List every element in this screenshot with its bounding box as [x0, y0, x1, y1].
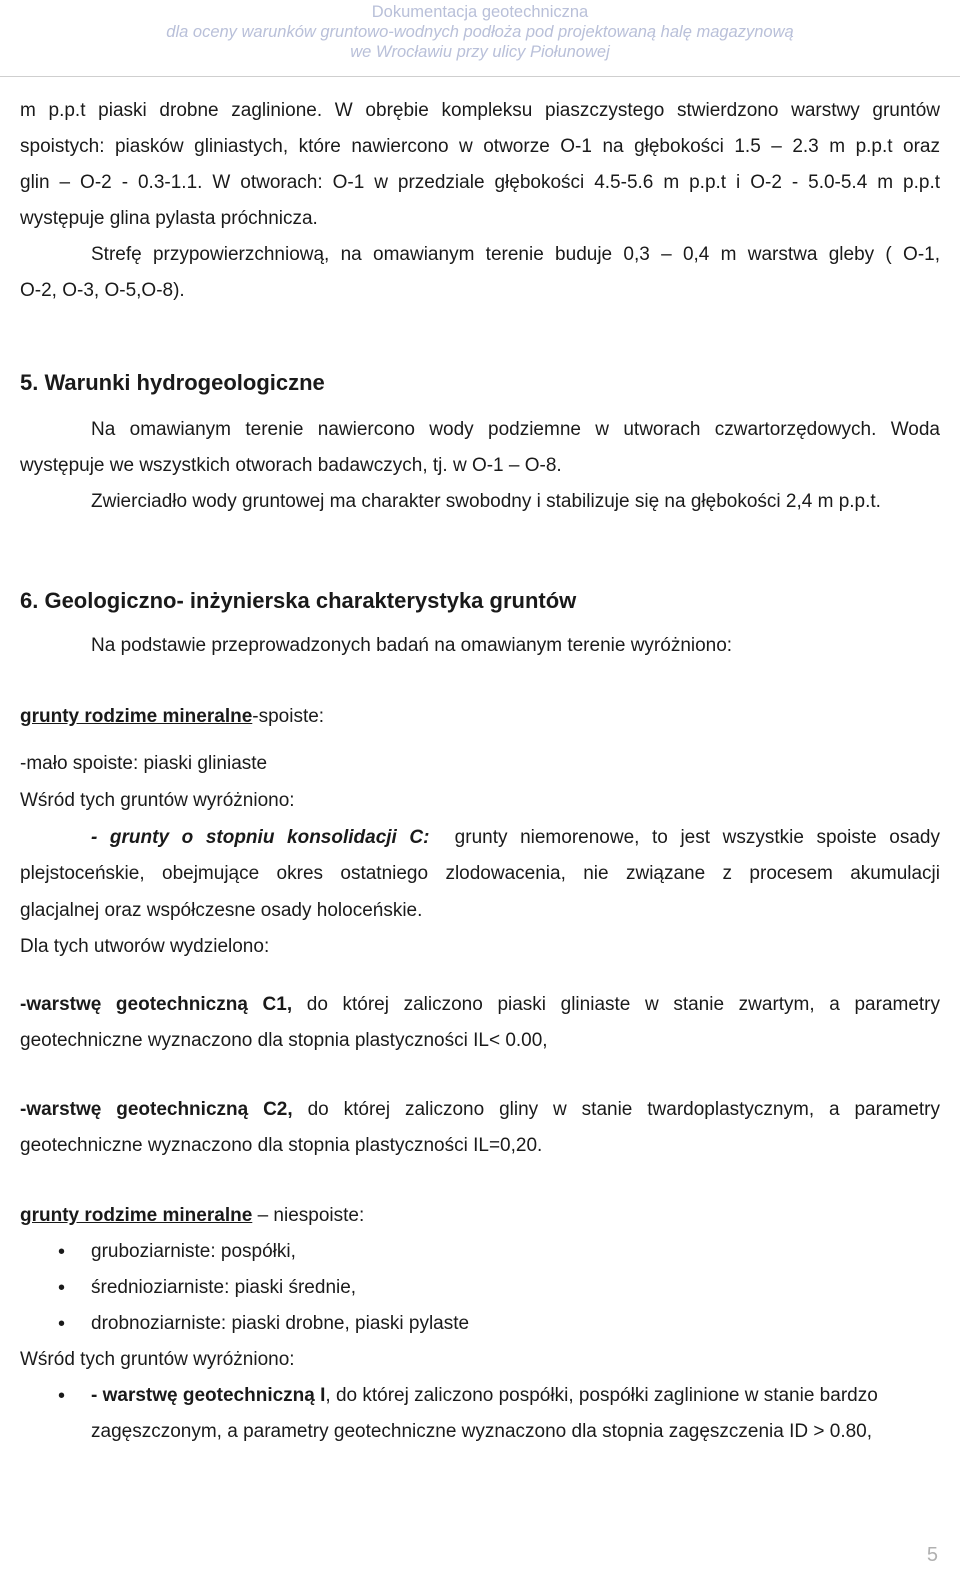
header-location: we Wrocławiu przy ulicy Piołunowej — [350, 43, 610, 61]
layer-c1-line: geotechniczne wyznaczono dla stopnia plastyczności IL< 0.00, — [20, 1030, 548, 1051]
list-item: drobnoziarniste: piaski drobne, piaski pylaste — [91, 1313, 470, 1334]
page-number: 5 — [926, 1544, 938, 1566]
bullet-dot: • — [58, 1241, 66, 1263]
layer-c2-line — [20, 1092, 940, 1128]
layer-c1-text: do której zaliczono piaski gliniaste w stanie zwartym, a parametry — [306, 994, 941, 1015]
category-noncohesive — [20, 1198, 940, 1234]
layer-i-line: zagęszczonym, a parametry geotechniczne wyznaczono dla stopnia zagęszczenia ID > 0.80, — [91, 1421, 873, 1442]
consolidation-line: glacjalnej oraz współczesne osady holoceńskie. — [20, 900, 423, 921]
category-title: grunty rodzime mineralne — [20, 1205, 253, 1226]
bullet-dot: • — [58, 1313, 66, 1335]
consolidation-text: grunty niemorenowe, to jest wszystkie spoiste osady — [454, 827, 940, 848]
section-5-line: Zwierciadło wody gruntowej ma charakter swobodny i stabilizuje się na głębokości 2,4 m p.p.t. — [91, 491, 881, 512]
category-cohesive — [20, 699, 940, 735]
category-suffix: – niespoiste: — [257, 1205, 365, 1226]
list-item: gruboziarniste: pospółki, — [91, 1241, 296, 1262]
category-title: grunty rodzime mineralne — [20, 706, 253, 727]
list-item: średnioziarniste: piaski średnie, — [91, 1277, 357, 1298]
consolidation-line — [91, 820, 940, 856]
intro-line: występuje glina pylasta próchnicza. — [20, 208, 318, 229]
section-5-line: Na omawianym terenie nawiercono wody podziemne w utworach czwartorzędowych. Woda — [91, 419, 940, 440]
section-6-heading: 6. Geologiczno- inżynierska charakterystyka gruntów — [20, 588, 577, 613]
intro-line: spoistych: piasków gliniastych, które nawiercono w otworze O-1 na głębokości 1.5 – 2.3 m p.p.t oraz — [20, 136, 940, 157]
bullet-dot: • — [58, 1277, 66, 1299]
header-title: Dokumentacja geotechniczna — [371, 3, 589, 21]
header-divider — [0, 76, 960, 77]
intro-line: Strefę przypowierzchniową, na omawianym terenie buduje 0,3 – 0,4 m warstwa gleby ( O-1, — [91, 244, 940, 265]
section-5-line: występuje we wszystkich otworach badawczych, tj. w O-1 – O-8. — [20, 455, 562, 476]
intro-line: O-2, O-3, O-5,O-8). — [20, 280, 185, 301]
layer-c1-line — [20, 987, 940, 1023]
derived-line: Dla tych utworów wydzielono: — [20, 936, 270, 957]
section-5-heading: 5. Warunki hydrogeologiczne — [20, 370, 325, 395]
document-header — [0, 0, 960, 62]
bullet-dot: • — [58, 1385, 66, 1407]
intro-line: m p.p.t piaski drobne zaglinione. W obrębie kompleksu piaszczystego stwierdzono warstwy gruntów — [20, 100, 940, 121]
low-cohesive-line: -mało spoiste: piaski gliniaste — [20, 753, 268, 774]
layer-i-label: - warstwę geotechniczną I — [91, 1385, 326, 1406]
layer-i-line — [91, 1378, 940, 1414]
consolidation-line: plejstoceńskie, obejmujące okres ostatniego zlodowacenia, nie związane z procesem akumulacji — [20, 863, 940, 884]
section-6-intro: Na podstawie przeprowadzonych badań na omawianym terenie wyróżniono: — [91, 635, 733, 656]
header-subtitle: dla oceny warunków gruntowo-wodnych podłoża pod projektowaną halę magazynową — [166, 23, 794, 41]
layer-c2-text: do której zaliczono gliny w stanie twardoplastycznym, a parametry — [307, 1099, 941, 1120]
intro-line: glin – O-2 - 0.3-1.1. W otworach: O-1 w przedziale głębokości 4.5-5.6 m p.p.t i O-2 - 5.0-5.4 m p.p.t — [20, 172, 940, 193]
distinguished-line: Wśród tych gruntów wyróżniono: — [20, 1349, 295, 1370]
consolidation-label: - grunty o stopniu konsolidacji C: — [91, 827, 430, 848]
category-suffix: -spoiste: — [252, 706, 325, 727]
layer-c1-label: -warstwę geotechniczną C1, — [20, 994, 293, 1015]
layer-c2-line: geotechniczne wyznaczono dla stopnia plastyczności IL=0,20. — [20, 1135, 543, 1156]
layer-i-text: , do której zaliczono pospółki, pospółki zaglinione w stanie bardzo — [325, 1385, 878, 1406]
layer-c2-label: -warstwę geotechniczną C2, — [20, 1099, 293, 1120]
distinguished-line: Wśród tych gruntów wyróżniono: — [20, 790, 295, 811]
